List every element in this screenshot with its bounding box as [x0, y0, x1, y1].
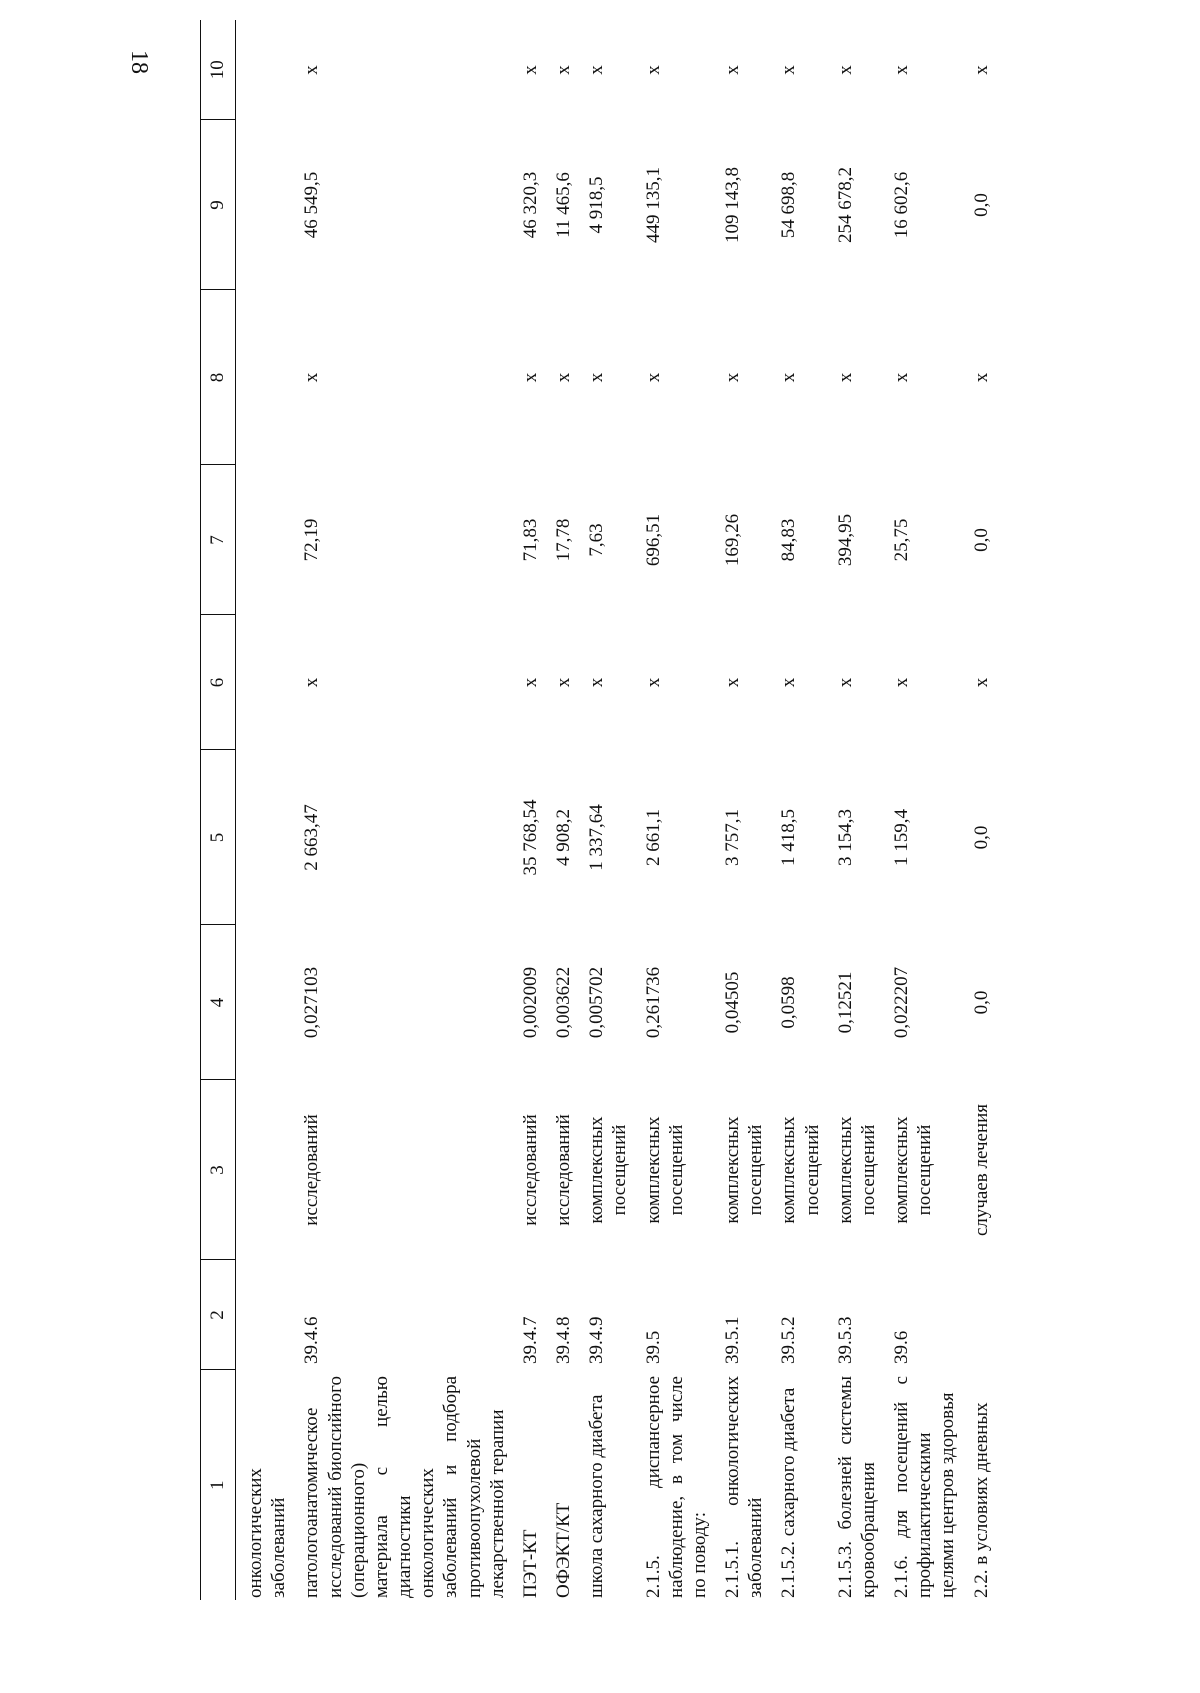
- table-cell: х: [778, 372, 800, 383]
- table-cell: комплексных посещений: [891, 1116, 936, 1224]
- table-cell: 0,027103: [301, 966, 323, 1039]
- page-number-wrap: [118, 50, 152, 80]
- table-cell: х: [778, 65, 800, 75]
- table-cell: патологоанатомическое исследований биопсийного (операционного) материала с целью диагностики онкологических заболеваний и подбора противоопухолевой лекарственной терапии: [301, 1376, 508, 1598]
- table-cell: 7,63: [586, 523, 608, 557]
- table-cell: 0,0: [970, 528, 992, 552]
- column-header: 7: [201, 465, 236, 615]
- table-cell: 46 549,5: [301, 171, 323, 239]
- table-cell: х: [970, 372, 992, 383]
- table-cell: х: [301, 65, 323, 75]
- table-cell: х: [586, 372, 608, 383]
- table-cell: х: [722, 677, 744, 688]
- table-cell: х: [553, 65, 575, 75]
- table-cell: 39.4.9: [586, 1316, 608, 1364]
- table-row: [585, 20, 641, 1600]
- column-header: 4: [201, 925, 236, 1080]
- page-number: 18: [126, 50, 152, 74]
- table-cell: 39.4.8: [553, 1316, 575, 1364]
- table-cell: комплексных посещений: [834, 1116, 879, 1224]
- table-cell: 696,51: [642, 513, 664, 567]
- table-cell: х: [891, 677, 913, 688]
- table-cell: 35 768,54: [519, 799, 541, 876]
- table-cell: 4 908,2: [553, 809, 575, 866]
- table-cell: х: [970, 677, 992, 688]
- table-cell: х: [778, 677, 800, 688]
- table-row: [519, 20, 552, 1600]
- column-header: 8: [201, 290, 236, 465]
- table-cell: 254 678,2: [834, 167, 856, 243]
- table-cell: [236, 750, 301, 925]
- table-cell: 4 918,5: [586, 176, 608, 234]
- column-header: 10: [201, 20, 236, 120]
- table-cell: 39.5.1: [722, 1316, 744, 1364]
- table-cell: 449 135,1: [642, 167, 664, 243]
- table-cell: 39.4.6: [301, 1316, 323, 1364]
- table-cell: 0,261736: [642, 966, 664, 1039]
- table-cell: х: [891, 372, 913, 383]
- table-cell: 0,005702: [586, 966, 608, 1039]
- column-header: 9: [201, 120, 236, 290]
- table-cell: 17,78: [553, 518, 575, 562]
- table-row: [552, 20, 585, 1600]
- table-cell: 1 418,5: [778, 809, 800, 866]
- table-cell: [236, 1260, 301, 1370]
- table-cell: х: [519, 65, 541, 75]
- table-cell: х: [834, 677, 856, 688]
- table-cell: комплексных посещений: [642, 1116, 687, 1224]
- table-cell: 2 661,1: [642, 809, 664, 866]
- table-row: [890, 20, 970, 1600]
- table-cell: 2.1.6. для посещений с профилактическими целями центров здоровья: [891, 1376, 959, 1598]
- table-cell: 16 602,6: [891, 171, 913, 239]
- table-cell: 2.1.5.1. онкологических заболеваний: [722, 1376, 767, 1598]
- column-header: 2: [201, 1260, 236, 1370]
- table-cell: х: [834, 65, 856, 75]
- table-cell: [236, 465, 301, 615]
- table-cell: [236, 615, 301, 750]
- table-cell: [970, 1260, 1003, 1370]
- table-cell: 1 159,4: [891, 809, 913, 866]
- table-cell: [236, 1080, 301, 1260]
- table-cell: х: [553, 372, 575, 383]
- table-cell: 109 143,8: [722, 167, 744, 243]
- table-cell: х: [519, 372, 541, 383]
- column-header: 5: [201, 750, 236, 925]
- table-cell: х: [301, 677, 323, 688]
- table-cell: 3 154,3: [834, 809, 856, 866]
- table-cell: 0,04505: [722, 971, 744, 1034]
- table-row: [236, 20, 301, 1600]
- table-cell: комплексных посещений: [586, 1116, 631, 1224]
- column-header: 1: [201, 1370, 236, 1600]
- table-cell: 54 698,8: [778, 171, 800, 239]
- table-cell: 0,0: [970, 825, 992, 850]
- table-cell: х: [722, 65, 744, 75]
- table-cell: х: [891, 65, 913, 75]
- table-cell: 2.1.5.2. сахарного диабета: [778, 1387, 800, 1598]
- table-cell: 0,0: [970, 193, 992, 217]
- data-table: [200, 20, 1003, 1600]
- table-row: [970, 20, 1003, 1600]
- table-cell: х: [642, 372, 664, 383]
- table-cell: школа сахарного диабета: [586, 1394, 608, 1598]
- table-cell: случаев лечения: [970, 1103, 992, 1237]
- table-cell: 39.4.7: [519, 1316, 541, 1364]
- table-cell: 39.5.3: [834, 1316, 856, 1364]
- table-cell: х: [834, 372, 856, 383]
- table-cell: 25,75: [891, 518, 913, 562]
- table-cell: 71,83: [519, 518, 541, 562]
- table-row: [721, 20, 777, 1600]
- table-cell: комплексных посещений: [722, 1116, 767, 1224]
- table-cell: 0,003622: [553, 966, 575, 1039]
- table-cell: х: [642, 65, 664, 75]
- table-row: [300, 20, 519, 1600]
- table-cell: 394,95: [834, 513, 856, 567]
- table-cell: [236, 120, 301, 290]
- table-cell: 2.2. в условиях дневных: [970, 1402, 992, 1598]
- column-header: 3: [201, 1080, 236, 1260]
- table-cell: х: [586, 65, 608, 75]
- table-cell: комплексных посещений: [778, 1116, 823, 1224]
- table-cell: х: [642, 677, 664, 688]
- table-cell: 0,12521: [834, 971, 856, 1034]
- table-cell: 0,002009: [519, 966, 541, 1039]
- table-cell: 46 320,3: [519, 171, 541, 239]
- header-row: [201, 20, 236, 1600]
- table-cell: 2 663,47: [301, 804, 323, 871]
- table-cell: х: [301, 372, 323, 383]
- table-cell: 11 465,6: [553, 172, 575, 238]
- table-body: [236, 20, 1003, 1600]
- rotated-table-container: [200, 20, 1170, 1600]
- table-cell: исследований: [519, 1114, 541, 1226]
- table-cell: ОФЭКТ/КТ: [553, 1502, 575, 1598]
- table-row: [834, 20, 890, 1600]
- table-cell: 2.1.5. диспансерное наблюдение, в том числе по поводу:: [642, 1376, 710, 1598]
- table-cell: исследований: [553, 1114, 575, 1226]
- table-cell: [236, 20, 301, 120]
- table-cell: х: [553, 677, 575, 688]
- table-cell: [236, 925, 301, 1080]
- table-cell: 39.5: [642, 1330, 664, 1364]
- table-cell: 39.6: [891, 1330, 913, 1364]
- table-row: [642, 20, 722, 1600]
- table-cell: 0,0598: [778, 976, 800, 1029]
- table-cell: ПЭТ-КТ: [519, 1529, 541, 1598]
- table-cell: 39.5.2: [778, 1316, 800, 1364]
- table-cell: 1 337,64: [586, 804, 608, 871]
- table-cell: 3 757,1: [722, 809, 744, 866]
- table-cell: исследований: [301, 1114, 323, 1226]
- table-cell: 84,83: [778, 518, 800, 562]
- table-cell: х: [586, 677, 608, 688]
- table-row: [777, 20, 833, 1600]
- table-cell: х: [519, 677, 541, 688]
- table-cell: х: [722, 372, 744, 383]
- table-cell: 0,0: [970, 990, 992, 1015]
- table-cell: 72,19: [301, 518, 323, 562]
- table-cell: х: [970, 65, 992, 75]
- table-cell: 0,022207: [891, 966, 913, 1039]
- table-cell: онкологических заболеваний: [245, 1468, 290, 1598]
- table-cell: 169,26: [722, 513, 744, 567]
- column-header: 6: [201, 615, 236, 750]
- table-cell: [236, 290, 301, 465]
- table-cell: 2.1.5.3. болезней системы кровообращения: [834, 1376, 879, 1598]
